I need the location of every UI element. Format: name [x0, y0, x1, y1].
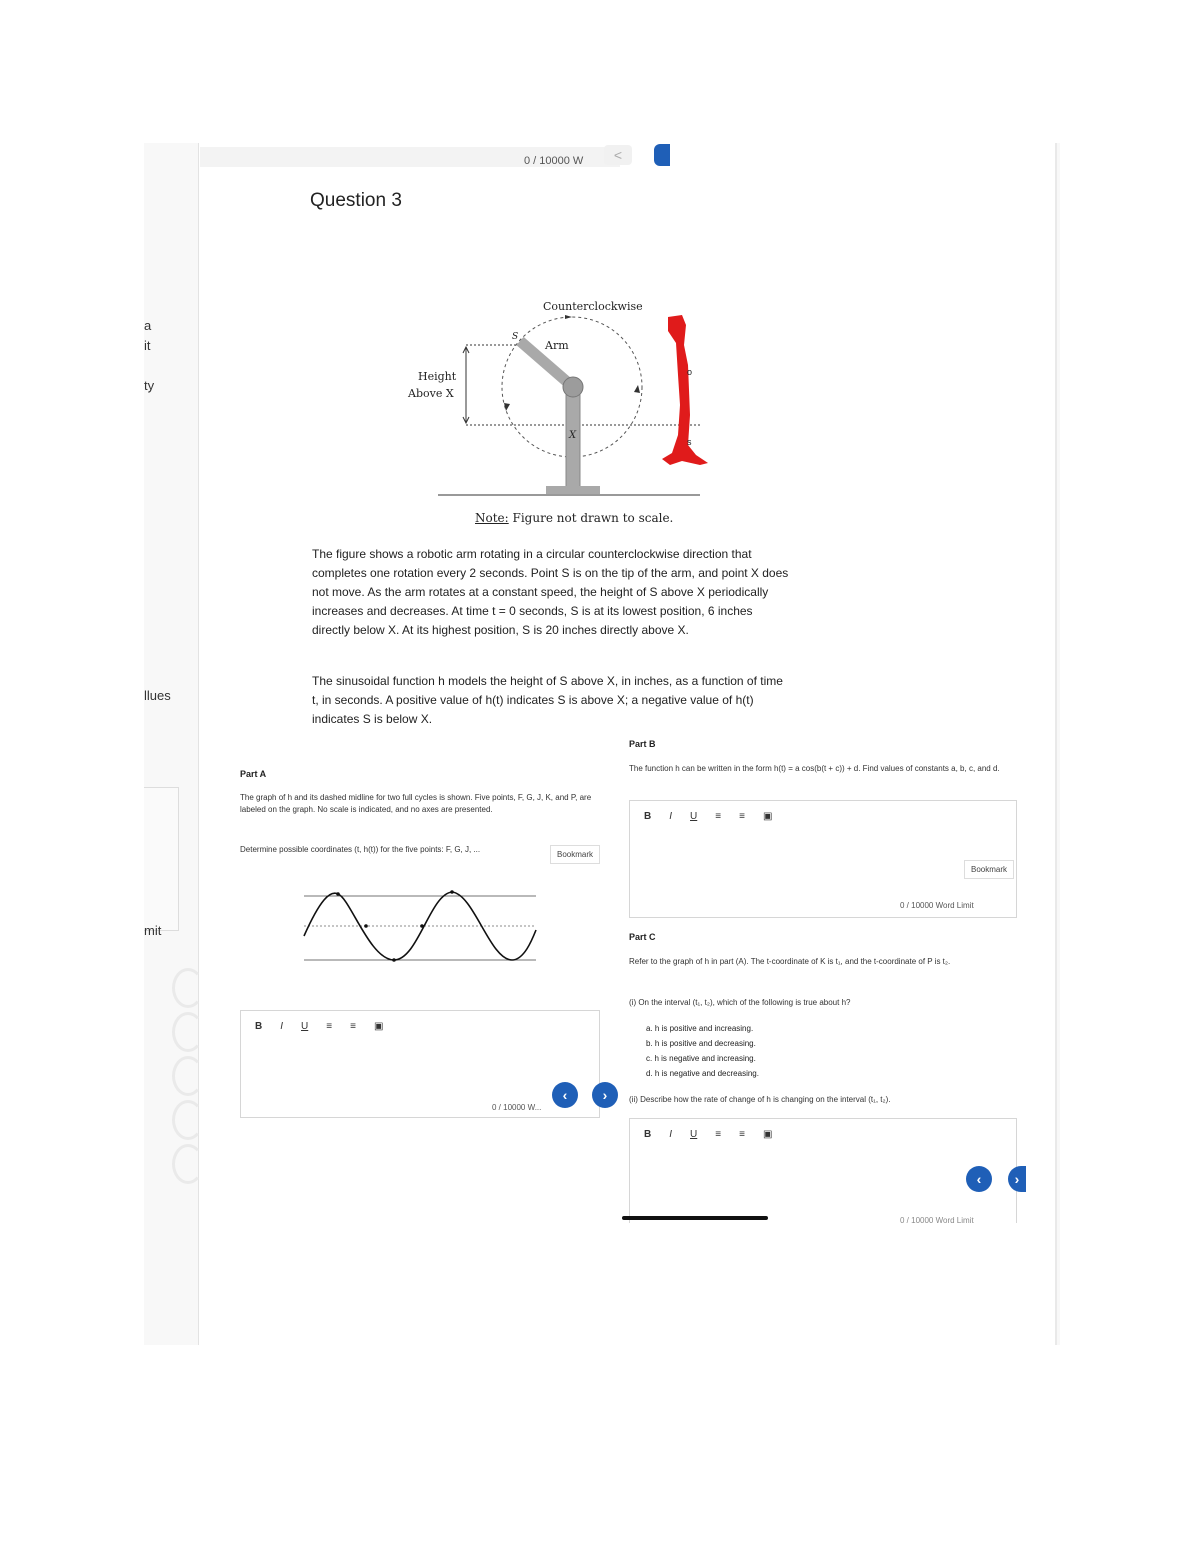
- arm-label: Arm: [545, 339, 569, 352]
- top-next-button[interactable]: [654, 144, 670, 166]
- point-j: [392, 958, 396, 962]
- prev-button-2[interactable]: ‹: [966, 1166, 992, 1192]
- bullet-list-button[interactable]: ≡: [350, 1020, 356, 1032]
- height-label-1: Height: [418, 370, 457, 383]
- bullet-list-button[interactable]: ≡: [739, 1128, 745, 1140]
- part-a-heading: Part A: [240, 769, 267, 779]
- bold-button[interactable]: B: [255, 1020, 263, 1032]
- sidebar-fragment-1: a: [144, 318, 152, 333]
- italic-button[interactable]: I: [669, 810, 673, 822]
- bold-button[interactable]: B: [644, 1128, 652, 1140]
- problem-paragraph-2: The sinusoidal function h models the height of S above X, in inches, as a function of time t, in seconds. A positive value of h(t) indicates S is above X; a negative value of h(t) indicates S is below X.: [312, 674, 783, 726]
- rotation-arrow-icon-3: [634, 385, 640, 393]
- point-g: [364, 924, 368, 928]
- part-c-word-count: 0 / 10000 Word Limit: [900, 1216, 974, 1225]
- sidebar-panel: [144, 787, 179, 931]
- choice-b[interactable]: b. h is positive and decreasing.: [646, 1039, 756, 1048]
- underline-button[interactable]: U: [690, 1128, 698, 1140]
- sidebar-ring-1: [172, 968, 204, 1008]
- sidebar-ring-5: [172, 1144, 204, 1184]
- part-a-sine-graph: [300, 880, 540, 970]
- choice-d[interactable]: d. h is negative and decreasing.: [646, 1069, 759, 1078]
- robotic-arm-figure: [400, 295, 720, 505]
- x-label: X: [569, 430, 577, 441]
- part-a-text-2: Determine possible coordinates (t, h(t)) for the five points: F, G, J, ...: [240, 845, 481, 854]
- choice-a[interactable]: a. h is positive and increasing.: [646, 1024, 754, 1033]
- sidebar-fragment-2: it: [144, 338, 151, 353]
- next-button-2[interactable]: ›: [1008, 1166, 1026, 1192]
- part-a-editor-toolbar: [241, 1011, 599, 1041]
- sidebar-fragment-4: llues: [144, 688, 171, 703]
- part-c-question-2: (ii) Describe how the rate of change of h is changing on the interval (t₁, t₂).: [629, 1095, 891, 1104]
- point-p: [450, 890, 454, 894]
- image-button[interactable]: ▣: [762, 1128, 773, 1140]
- top-back-button[interactable]: <: [604, 145, 632, 165]
- s-label: S: [512, 332, 519, 342]
- part-b-text: The function h can be written in the form h(t) = a cos(b(t + c)) + d. Find values of constants a, b, c, and d.: [629, 764, 1000, 773]
- part-b-heading: Part B: [629, 739, 656, 749]
- direction-label: Counterclockwise: [543, 300, 643, 313]
- part-a-bookmark[interactable]: Bookmark: [550, 845, 600, 864]
- point-f: [336, 892, 340, 896]
- red-annotation-overlay: [662, 315, 708, 465]
- point-k: [420, 924, 424, 928]
- ordered-list-button[interactable]: ≡: [326, 1020, 333, 1032]
- arm-joint: [563, 377, 583, 397]
- part-a-text-1: The graph of h and its dashed midline for two full cycles is shown. Five points, F, G, J, K, and P, are labeled on the graph. No scale is indicated, and no axes are presented.: [240, 793, 592, 814]
- ordered-list-button[interactable]: ≡: [715, 810, 722, 822]
- sidebar-ring-4: [172, 1100, 204, 1140]
- svg-text:o: o: [687, 367, 693, 377]
- rotation-arrow-icon: [565, 315, 572, 319]
- bold-button[interactable]: B: [644, 810, 652, 822]
- image-button[interactable]: ▣: [373, 1020, 384, 1032]
- part-c-editor[interactable]: [629, 1118, 1017, 1223]
- underline-button[interactable]: U: [301, 1020, 309, 1032]
- part-a-editor[interactable]: [240, 1010, 600, 1118]
- sidebar-ring-3: [172, 1056, 204, 1096]
- problem-paragraph-1: The figure shows a robotic arm rotating in a circular counterclockwise direction that completes one rotation every 2 seconds. Point S is on the tip of the arm, and point X does not move. As the arm rotates at a constant speed, the height of S above X periodically increases and decreases. At time t = 0 seconds, S is at its lowest position, 6 inches directly below X. At its highest position, S is 20 inches directly above X.: [312, 547, 789, 637]
- image-button[interactable]: ▣: [762, 810, 773, 822]
- italic-button[interactable]: I: [669, 1128, 673, 1140]
- next-button[interactable]: ›: [592, 1082, 618, 1108]
- bullet-list-button[interactable]: ≡: [739, 810, 745, 822]
- underline-button[interactable]: U: [690, 810, 698, 822]
- part-c-intro: Refer to the graph of h in part (A). The t-coordinate of K is t₁, and the t-coordinate of P is t₂.: [629, 957, 951, 966]
- height-label-2: Above X: [408, 387, 454, 400]
- ordered-list-button[interactable]: ≡: [715, 1128, 722, 1140]
- question-title: Question 3: [310, 190, 402, 211]
- arm-base: [546, 486, 600, 494]
- part-c-editor-toolbar: [630, 1119, 1016, 1149]
- figure-note: Note: Figure not drawn to scale.: [475, 511, 674, 525]
- page-right-border: [1055, 143, 1057, 1345]
- sidebar-ring-2: [172, 1012, 204, 1052]
- svg-text:s: s: [687, 437, 692, 447]
- sidebar-fragment-5: mit: [144, 923, 162, 938]
- part-b-bookmark[interactable]: Bookmark: [964, 860, 1014, 879]
- home-indicator: [622, 1216, 768, 1220]
- part-c-question-1: (i) On the interval (t₁, t₂), which of the following is true about h?: [629, 998, 851, 1007]
- part-b-word-count: 0 / 10000 Word Limit: [900, 901, 974, 910]
- top-word-count: 0 / 10000 W: [524, 155, 584, 167]
- sidebar-fragment-3: ty: [144, 378, 155, 393]
- italic-button[interactable]: I: [280, 1020, 284, 1032]
- choice-c[interactable]: c. h is negative and increasing.: [646, 1054, 756, 1063]
- part-c-heading: Part C: [629, 932, 656, 942]
- part-a-word-count: 0 / 10000 W...: [492, 1103, 542, 1112]
- part-b-editor-toolbar: [630, 801, 1016, 831]
- prev-button[interactable]: ‹: [552, 1082, 578, 1108]
